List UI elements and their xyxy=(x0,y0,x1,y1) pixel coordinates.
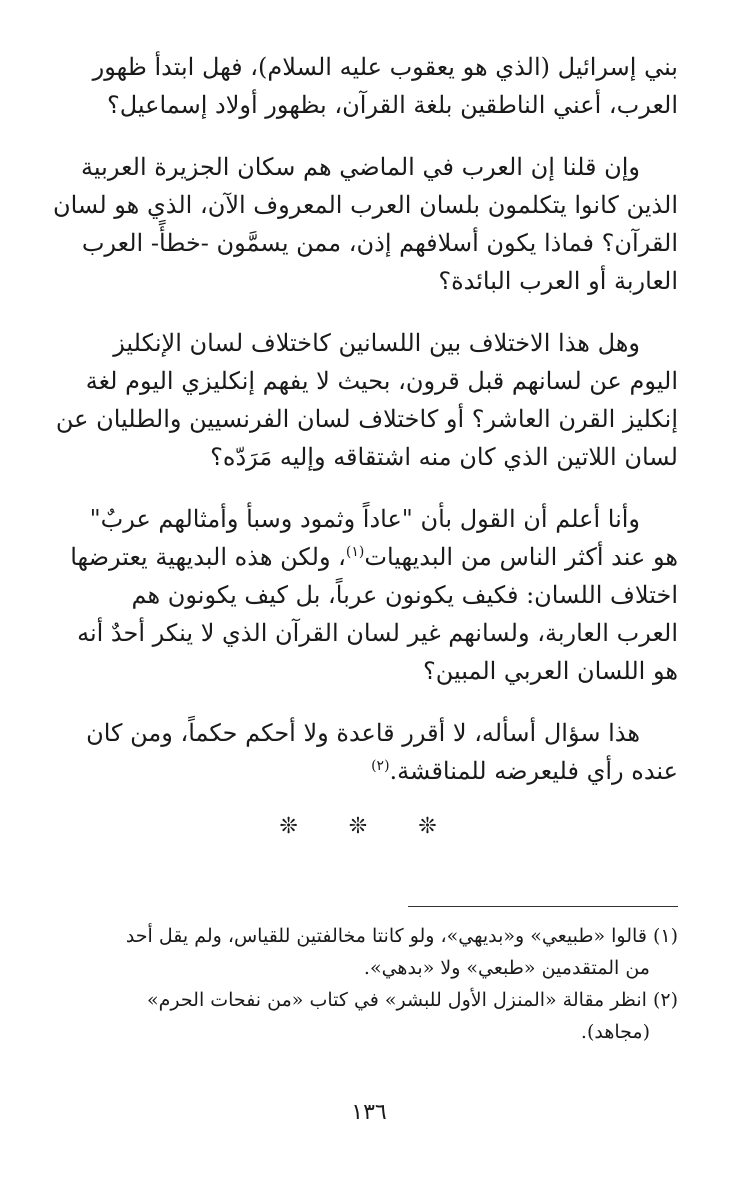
text-line xyxy=(60,752,678,790)
text-line: إنكليز القرن العاشر؟ أو كاختلاف لسان الفرنسيين والطليان عن xyxy=(55,405,678,433)
text-line: العرب العاربة، ولسانهم غير لسان القرآن الذي لا ينكر أحدٌ أنه xyxy=(77,619,678,647)
footnote-line: (١) قالوا «طبيعي» و«بديهي»، ولو كانتا مخالفتين للقياس، ولم يقل أحد xyxy=(125,925,678,947)
text-line: هذا سؤال أسأله، لا أقرر قاعدة ولا أحكم حكماً، ومن كان xyxy=(86,719,640,747)
footnote-ref-2[interactable]: (٢) xyxy=(371,758,390,774)
paragraph-5 xyxy=(60,714,678,790)
paragraph-4 xyxy=(60,500,678,690)
footnote-line: من المتقدمين «طبعي» ولا «بدهي». xyxy=(363,957,650,979)
text-line: العرب، أعني الناطقين بلغة القرآن، بظهور أولاد إسماعيل؟ xyxy=(106,91,678,119)
footnotes xyxy=(60,920,678,1048)
text-line: الذين كانوا يتكلمون بلسان العرب المعروف الآن، الذي هو لسان xyxy=(52,191,678,219)
page-body xyxy=(52,48,678,839)
footnote-1 xyxy=(60,920,678,984)
text-segment: ، ولكن هذه البديهية يعترضها xyxy=(70,543,346,571)
text-line: العاربة أو العرب البائدة؟ xyxy=(438,267,678,295)
footnote-divider xyxy=(408,906,678,907)
text-line: لسان اللاتين الذي كان منه اشتقاقه وإليه مَرَدّه؟ xyxy=(210,443,678,471)
text-line: هو اللسان العربي المبين؟ xyxy=(422,657,678,685)
text-line: وأنا أعلم أن القول بأن "عاداً وثمود وسبأ وأمثالهم عربٌ" xyxy=(89,505,640,533)
text-segment: هو عند أكثر الناس من البديهيات xyxy=(364,543,678,571)
text-line: وهل هذا الاختلاف بين اللسانين كاختلاف لسان الإنكليز xyxy=(113,329,640,357)
section-separator: ❊ ❊ ❊ xyxy=(279,814,459,839)
paragraph-2 xyxy=(52,148,678,300)
footnote-line: (٢) انظر مقالة «المنزل الأول للبشر» في كتاب «من نفحات الحرم» xyxy=(147,989,678,1011)
footnote-2 xyxy=(60,984,678,1048)
paragraph-3 xyxy=(55,324,678,476)
text-line xyxy=(60,538,678,576)
text-line: القرآن؟ فماذا يكون أسلافهم إذن، ممن يسمَّون -خطأً- العرب xyxy=(81,229,678,257)
text-line: اختلاف اللسان: فكيف يكونون عرباً، بل كيف يكونون هم xyxy=(131,581,678,609)
text-line: وإن قلنا إن العرب في الماضي هم سكان الجزيرة العربية xyxy=(81,153,640,181)
text-line: بني إسرائيل (الذي هو يعقوب عليه السلام)، فهل ابتدأ ظهور xyxy=(92,53,678,81)
text-line: اليوم عن لسانهم قبل قرون، بحيث لا يفهم إنكليزي اليوم لغة xyxy=(85,367,678,395)
text-segment: عنده رأي فليعرضه للمناقشة. xyxy=(389,757,678,785)
paragraph-1 xyxy=(60,48,678,124)
page-number: ١٣٦ xyxy=(351,1100,387,1125)
footnote-line: (مجاهد). xyxy=(580,1021,650,1043)
footnote-ref-1[interactable]: (١) xyxy=(345,544,365,560)
